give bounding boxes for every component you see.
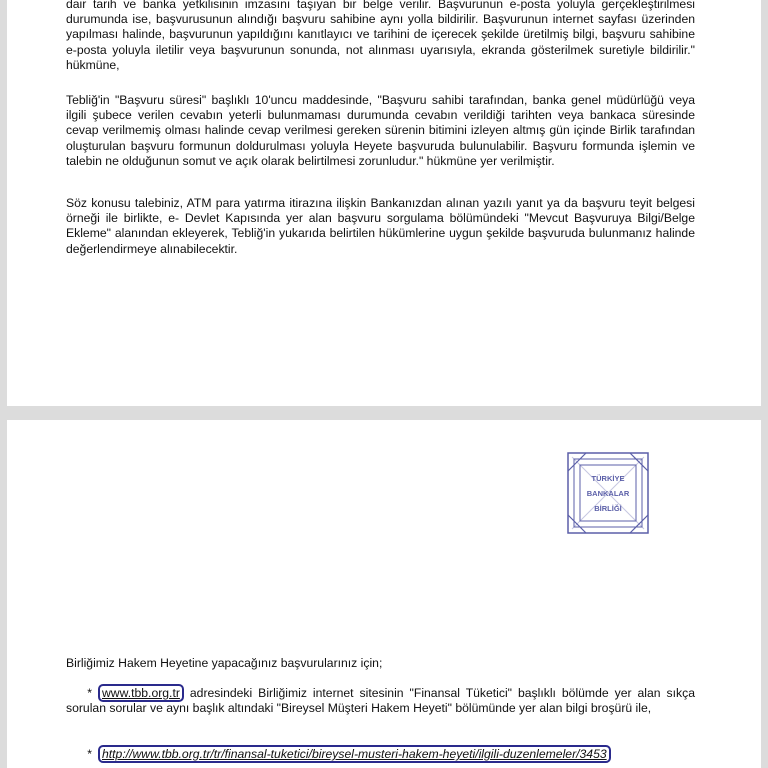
paragraph-atm-objection: Söz konusu talebiniz, ATM para yatırma itirazına ilişkin Bankanızdan alınan yazılı yanıt ya da başvuru teyit belgesi örneği ile birlikte, e- Devlet Kapısında yer alan başvuru sorgulama bölümündeki "Mevcut Başvuruya Bilgi/Belge Ekleme" alanından ekleyerek, Tebliğ'in yukarıda belirtilen hükümlerine uygun şekilde başvuruda bulunmanız halinde değerlendirmeye alınabilecektir.: [66, 196, 695, 256]
tbb-logo-icon: [566, 451, 650, 535]
hakem-heyeti-link[interactable]: http://www.tbb.org.tr/tr/finansal-tuketici/bireysel-musteri-hakem-heyeti/ilgili-duzenlemeler/3453: [98, 745, 611, 763]
document-page-2: [7, 420, 761, 768]
logo-line-1: TÜRKİYE: [591, 474, 625, 483]
logo-line-2: BANKALAR: [586, 489, 630, 498]
paragraph-application-notice: dair tarih ve banka yetkilisinin imzasını taşıyan bir belge verilir. Başvurunun e-posta yoluyla gerçekleştirilmesi durumunda ise, başvurusunun alındığı başvuru sahibine aynı yolla bildirilir. Başvurunun internet sayfası üzerinden yapılması halinde, başvurunun yapıldığını kanıtlayıcı ve tarihini de içerecek şekilde üretilmiş bilgi, başvuru sahibine e-posta yoluyla iletilir veya başvurunun sonunda, not alınması uyarısıyla, ekranda gösterilmek suretiyle bildirilir." hükmüne,: [66, 0, 695, 72]
bullet-item-1: [66, 686, 695, 716]
intro-text: Birliğimiz Hakem Heyetine yapacağınız başvurularınız için;: [66, 656, 383, 670]
tbb-website-link[interactable]: www.tbb.org.tr: [98, 684, 184, 702]
document-page-1: [7, 0, 761, 406]
bullet-marker: *: [87, 747, 92, 761]
bullet-marker: *: [87, 686, 92, 700]
logo-line-3: BİRLİĞİ: [594, 504, 622, 513]
bullet-text: adresindeki Birliğimiz internet sitesinin "Finansal Tüketici" başlıklı bölümde yer alan sıkça sorulan sorular ve aynı başlık altındaki "Bireysel Müşteri Hakem Heyeti" bölümünde yer alan bilgi broşürü ile,: [66, 686, 695, 716]
paragraph-application-period: Tebliğ'in "Başvuru süresi" başlıklı 10'uncu maddesinde, "Başvuru sahibi tarafından, banka genel müdürlüğü veya ilgili şubece verilen cevabın yeterli bulunmaması durumunda cevabın verildiği tarihten veya bankaca süresinde cevap verilmemiş olması halinde cevap verilmesi gereken sürenin bitimini izleyen altmış gün içinde Birlik tarafından oluşturulan başvuru formunun doldurulması yoluyla Heyete başvuruda bulunulabilir. Başvuru formunda işlemin ve talebin ne olduğunun somut ve açık olarak belirtilmesi zorunludur." hükmüne yer verilmiştir.: [66, 93, 695, 168]
bullet-item-2: [66, 747, 695, 762]
